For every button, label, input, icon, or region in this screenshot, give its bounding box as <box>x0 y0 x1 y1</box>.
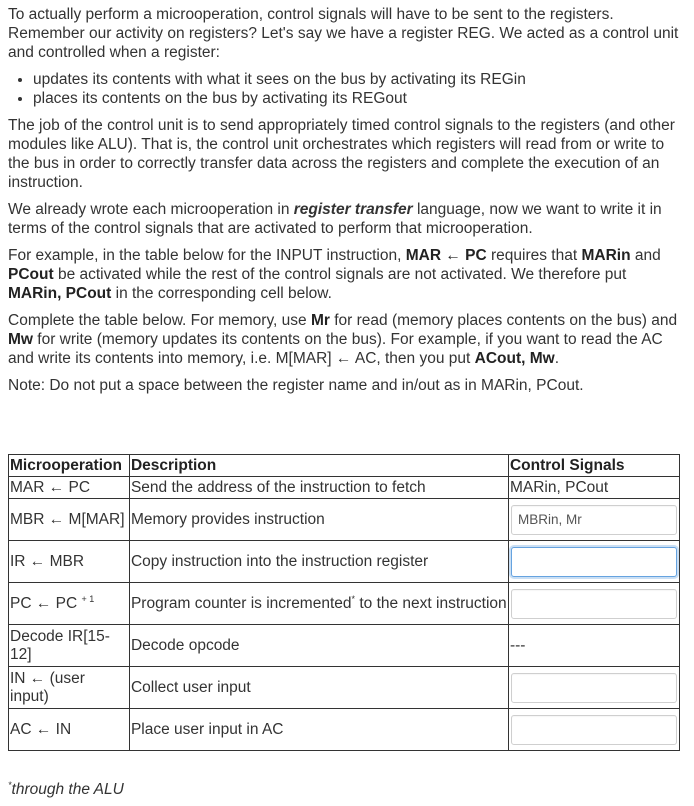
register-actions-list <box>8 70 680 108</box>
header-control-signals: Control Signals <box>508 455 679 477</box>
control-signals-input[interactable] <box>511 547 677 577</box>
description-cell: Place user input in AC <box>129 709 508 751</box>
header-description: Description <box>129 455 508 477</box>
control-signals-cell <box>508 499 679 541</box>
table-row <box>9 477 680 499</box>
instructions <box>8 5 680 403</box>
description-cell: Memory provides instruction <box>129 499 508 541</box>
microoperation-cell: PC ← PC $^{+ 1}$ <box>9 583 130 625</box>
register-transfer-term: register transfer <box>293 201 413 218</box>
control-signals-cell <box>508 709 679 751</box>
control-signals-cell <box>508 583 679 625</box>
table-row <box>9 583 680 625</box>
intro-paragraph-4: For example, in the table below for the INPUT instruction, MAR ← PC requires that MARin and PCout be activated while the rest of the control signals are not activated. We therefore put MARin, PCout in the corresponding cell below. <box>8 247 661 302</box>
control-signals-cell <box>508 667 679 709</box>
control-signals-cell: MARin, PCout <box>508 477 679 499</box>
table-row <box>9 667 680 709</box>
list-item: • updates its contents with what it sees on the bus by activating its REGin <box>33 70 680 89</box>
header-microoperation: Microoperation <box>9 455 130 477</box>
control-signals-input[interactable] <box>511 673 677 703</box>
control-signals-cell <box>508 541 679 583</box>
microoperation-cell: AC ← IN <box>9 709 130 751</box>
description-cell: Program counter is incremented* to the next instruction <box>129 583 508 625</box>
intro-paragraph-5: Complete the table below. For memory, use Mr for read (memory places contents on the bus) and Mw for write (memory updates its contents on the bus). For example, if you want to read the AC and write its contents into memory, i.e. M[MAR] ← AC, then you put ACout, Mw. <box>8 312 678 367</box>
intro-paragraph-2: The job of the control unit is to send appropriately timed control signals to the registers (and other modules like ALU). That is, the control unit orchestrates which registers will read from or write to the bus in order to correctly transfer data across the registers and complete the execution of an instruction. <box>8 117 675 191</box>
microoperation-cell: IR ← MBR <box>9 541 130 583</box>
description-cell: Send the address of the instruction to fetch <box>129 477 508 499</box>
footnote: *through the ALU <box>8 779 124 798</box>
microoperation-cell: MBR ← M[MAR] <box>9 499 130 541</box>
control-signals-table <box>8 454 680 751</box>
table-row <box>9 541 680 583</box>
control-signals-input[interactable] <box>511 505 677 535</box>
microoperation-cell: IN ← (user input) <box>9 667 130 709</box>
table-row <box>9 499 680 541</box>
control-signals-cell: --- <box>508 625 679 667</box>
microoperation-cell: Decode IR[15-12] <box>9 625 130 667</box>
description-cell: Copy instruction into the instruction register <box>129 541 508 583</box>
intro-paragraph-1: To actually perform a microoperation, control signals will have to be sent to the registers. Remember our activity on registers? Let's say we have a register REG. We acted as a control unit and controlled when a register: <box>8 6 679 61</box>
note-paragraph: Note: Do not put a space between the register name and in/out as in MARin, PCout. <box>8 377 584 394</box>
control-signals-input[interactable] <box>511 715 677 745</box>
control-signals-input[interactable] <box>511 589 677 619</box>
table-header-row <box>9 455 680 477</box>
table-row <box>9 625 680 667</box>
intro-paragraph-3: We already wrote each microoperation in register transfer language, now we want to write it in terms of the control signals that are activated to perform that microoperation. <box>8 201 662 237</box>
microoperation-cell: MAR ← PC <box>9 477 130 499</box>
description-cell: Collect user input <box>129 667 508 709</box>
description-cell: Decode opcode <box>129 625 508 667</box>
list-item: • places its contents on the bus by activating its REGout <box>33 89 680 108</box>
table-row <box>9 709 680 751</box>
